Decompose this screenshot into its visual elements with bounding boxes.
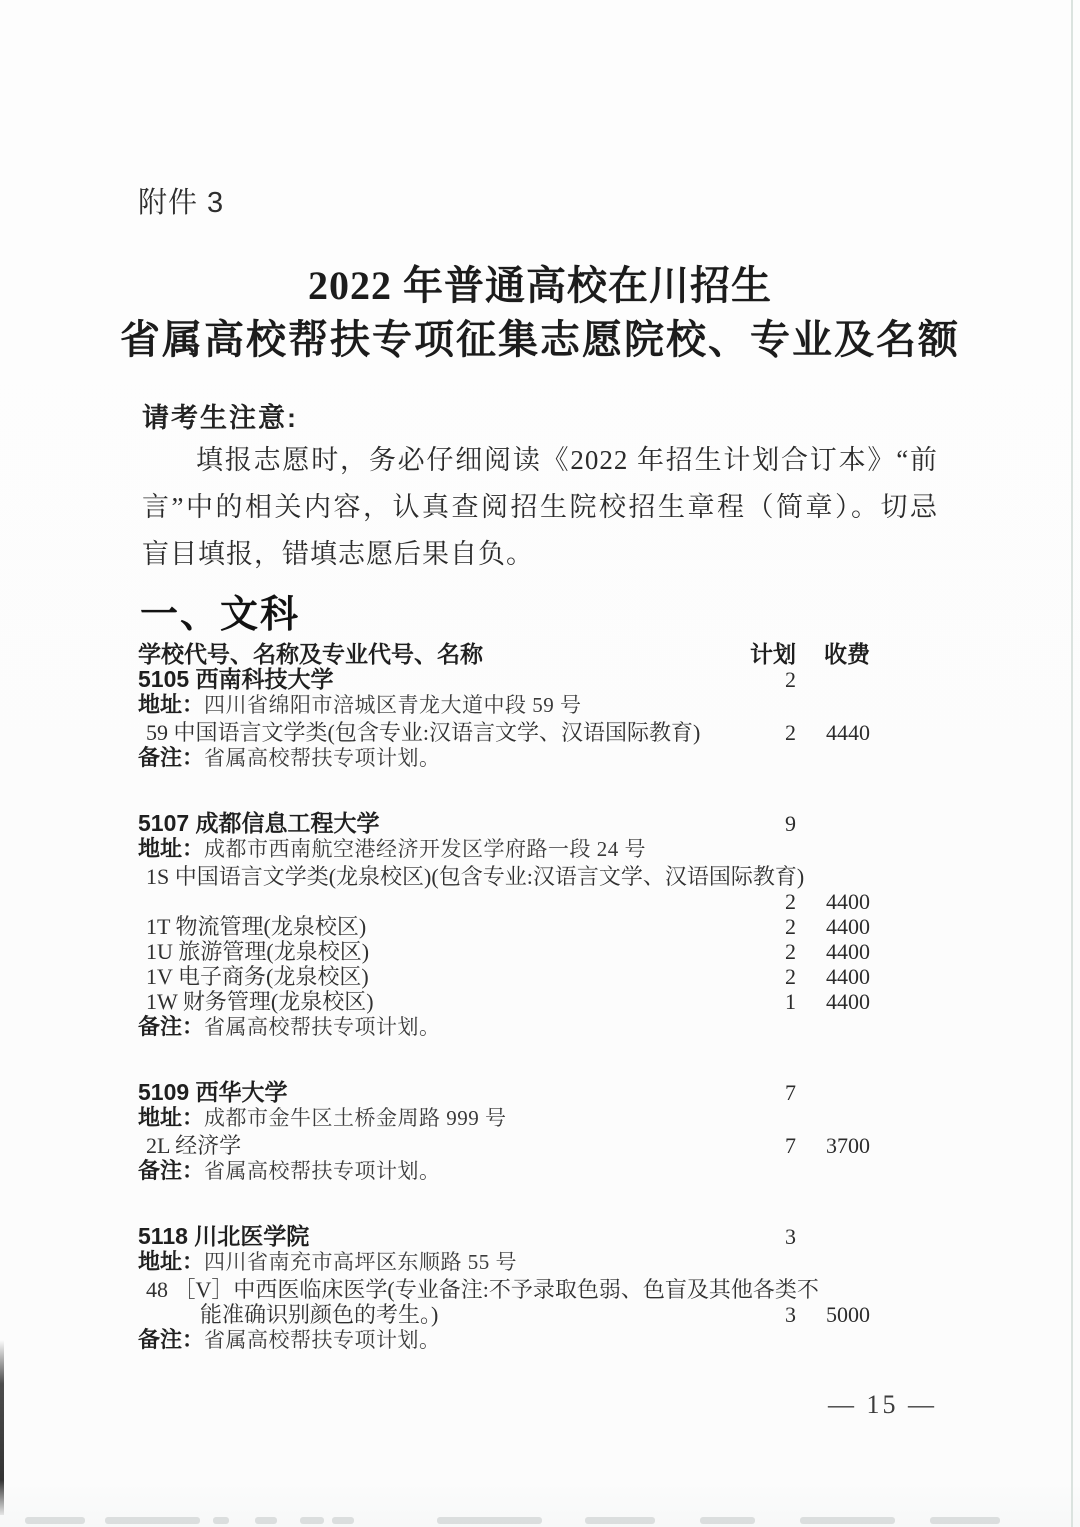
school-code-name: 5107 成都信息工程大学 — [138, 810, 380, 836]
major-name: 59 中国语言文学类(包含专业:汉语言文学、汉语国际教育) — [146, 720, 701, 745]
address-row — [138, 1249, 870, 1277]
major-fee: 4400 — [826, 964, 870, 989]
address-text: 成都市金牛区土桥金周路 999 号 — [204, 1106, 507, 1130]
scan-smudge — [300, 1517, 324, 1524]
scan-smudge — [700, 1517, 755, 1524]
major-fee — [862, 864, 936, 889]
address-row — [138, 692, 870, 720]
scan-smudge — [930, 1517, 1000, 1524]
major-plan: 2 — [785, 720, 796, 745]
major-name: 48 ［V］中西医临床医学(专业备注:不予录取色弱、色盲及其他各类不 — [146, 1277, 819, 1302]
note-cell — [138, 1014, 870, 1042]
major-fee: 4400 — [826, 989, 870, 1014]
address-text: 四川省绵阳市涪城区青龙大道中段 59 号 — [204, 693, 582, 717]
scan-smudge — [25, 1517, 85, 1524]
school-plan-total: 9 — [785, 811, 796, 836]
school-code-name: 5109 西华大学 — [138, 1079, 288, 1105]
school-plan-total: 2 — [785, 667, 796, 692]
major-row — [138, 1133, 870, 1158]
address-label: 地址： — [138, 1249, 205, 1274]
major-fee: 4400 — [826, 914, 870, 939]
notice-line: 言”中的相关内容，认真查阅招生院校招生章程（简章）。切忌 — [142, 492, 938, 522]
school-fee-blank — [796, 667, 870, 692]
major-name: 1U 旅游管理(龙泉校区) — [146, 939, 370, 964]
note-row — [138, 745, 870, 773]
note-label: 备注： — [138, 1014, 205, 1039]
address-cell — [138, 836, 870, 864]
attachment-label: 附件 3 — [138, 187, 225, 219]
scan-smudge — [105, 1517, 200, 1524]
note-cell — [138, 1158, 870, 1186]
school-fee-blank — [796, 1224, 870, 1249]
major-name: 1W 财务管理(龙泉校区) — [146, 989, 374, 1014]
school-block-5109 — [138, 1080, 870, 1186]
major-fee: 4400 — [826, 939, 870, 964]
column-header-plan: 计划 — [750, 641, 796, 667]
major-plan: 2 — [785, 889, 796, 914]
major-name: 1V 电子商务(龙泉校区) — [146, 964, 369, 989]
scan-smudge — [585, 1517, 655, 1524]
major-plan: 7 — [785, 1133, 796, 1158]
major-row — [138, 964, 870, 989]
major-row — [138, 989, 870, 1014]
note-label: 备注： — [138, 1327, 205, 1352]
note-text: 省属高校帮扶专项计划。 — [204, 1015, 441, 1039]
note-cell — [138, 745, 870, 773]
major-fee: 4440 — [826, 720, 870, 745]
notice-line: 盲目填报，错填志愿后果自负。 — [142, 539, 534, 569]
major-fee: 3700 — [826, 1133, 870, 1158]
address-text: 四川省南充市高坪区东顺路 55 号 — [204, 1250, 518, 1274]
major-plan: 3 — [785, 1302, 796, 1327]
major-name: 1T 物流管理(龙泉校区) — [146, 914, 367, 939]
major-row — [138, 864, 870, 889]
major-fee: 4400 — [826, 889, 870, 914]
address-row — [138, 836, 870, 864]
school-row — [138, 1224, 870, 1249]
column-header-fee: 收费 — [824, 641, 870, 667]
table-header-row — [138, 642, 870, 667]
school-block-5118 — [138, 1224, 870, 1355]
address-label: 地址： — [138, 1105, 205, 1130]
major-row — [138, 939, 870, 964]
address-cell — [138, 1105, 870, 1133]
major-row-values-only — [138, 889, 870, 914]
major-fee — [877, 1277, 951, 1302]
notice-paragraph — [142, 440, 938, 581]
school-plan-total: 7 — [785, 1080, 796, 1105]
scan-smudge — [332, 1517, 354, 1524]
admission-listing-table — [138, 642, 870, 1355]
major-plan: 2 — [785, 964, 796, 989]
scan-smudge — [255, 1517, 277, 1524]
note-cell — [138, 1327, 870, 1355]
major-plan — [819, 1277, 877, 1302]
school-fee-blank — [796, 811, 870, 836]
major-name: 能准确识别颜色的考生。) — [200, 1302, 439, 1327]
major-row — [138, 914, 870, 939]
notice-heading: 请考生注意: — [142, 403, 298, 433]
scan-edge-left-mark — [0, 1340, 4, 1515]
major-plan: 2 — [785, 914, 796, 939]
school-row — [138, 811, 870, 836]
school-plan-total: 3 — [785, 1224, 796, 1249]
column-header-school: 学校代号、名称及专业代号、名称 — [138, 641, 483, 667]
doc-title-line2: 省属高校帮扶专项征集志愿院校、专业及名额 — [120, 317, 960, 362]
address-label: 地址： — [138, 836, 205, 861]
major-fee: 5000 — [826, 1302, 870, 1327]
major-name: 2L 经济学 — [146, 1133, 242, 1158]
section-title-liberal-arts: 一、文科 — [140, 594, 301, 636]
major-plan — [804, 864, 862, 889]
scan-smudge — [437, 1517, 542, 1524]
school-code-name: 5118 川北医学院 — [138, 1223, 310, 1249]
major-row — [138, 1277, 870, 1302]
scan-smudge — [213, 1517, 229, 1524]
note-row — [138, 1327, 870, 1355]
doc-title-line1: 2022 年普通高校在川招生 — [308, 263, 772, 308]
note-row — [138, 1014, 870, 1042]
major-plan: 2 — [785, 939, 796, 964]
scan-smudge — [800, 1517, 895, 1524]
note-label: 备注： — [138, 1158, 205, 1183]
school-block-5107 — [138, 811, 870, 1042]
scan-edge-right-line — [1071, 0, 1073, 1527]
school-code-name: 5105 西南科技大学 — [138, 666, 334, 692]
school-block-5105 — [138, 667, 870, 773]
school-row — [138, 1080, 870, 1105]
school-row — [138, 667, 870, 692]
address-row — [138, 1105, 870, 1133]
address-text: 成都市西南航空港经济开发区学府路一段 24 号 — [204, 837, 647, 861]
notice-line: 填报志愿时，务必仔细阅读《2022 年招生计划合订本》“前 — [196, 445, 938, 475]
major-row — [138, 720, 870, 745]
note-text: 省属高校帮扶专项计划。 — [204, 1328, 441, 1352]
address-cell — [138, 1249, 870, 1277]
school-fee-blank — [796, 1080, 870, 1105]
major-name — [138, 889, 738, 914]
note-text: 省属高校帮扶专项计划。 — [204, 746, 441, 770]
major-row-continuation — [138, 1302, 870, 1327]
major-plan: 1 — [785, 989, 796, 1014]
page-number: — 15 — — [828, 1390, 937, 1419]
note-label: 备注： — [138, 745, 205, 770]
address-label: 地址： — [138, 692, 205, 717]
major-name: 1S 中国语言文学类(龙泉校区)(包含专业:汉语言文学、汉语国际教育) — [146, 864, 805, 889]
note-text: 省属高校帮扶专项计划。 — [204, 1159, 441, 1183]
address-cell — [138, 692, 870, 720]
note-row — [138, 1158, 870, 1186]
